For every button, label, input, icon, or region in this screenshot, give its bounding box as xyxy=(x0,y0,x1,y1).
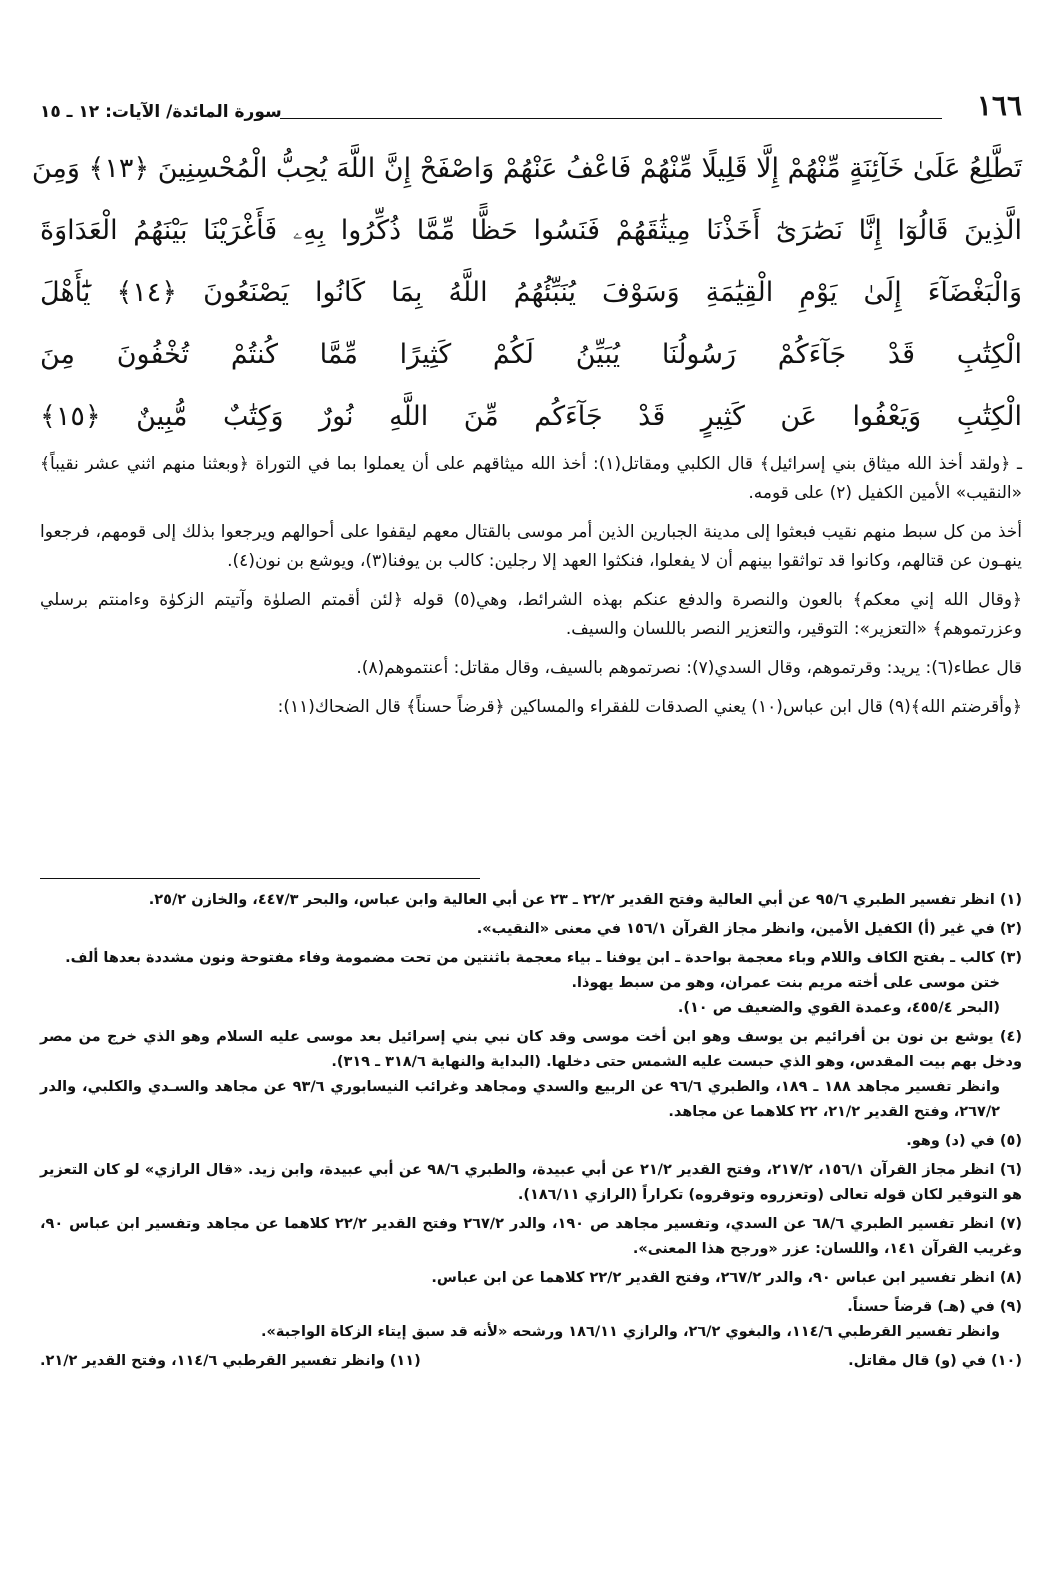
footnote: (١١) وانظر تفسير القرطبي ١١٤/٦، وفتح القدير ٢١/٢. xyxy=(40,1353,421,1369)
footnote xyxy=(40,1025,1022,1125)
footnote-continuation: (البحر ٤٥٥/٤، وعمدة القوي والضعيف ص ١٠). xyxy=(677,1000,1000,1016)
footnote-continuation: وانظر تفسير القرطبي ١١٤/٦، والبغوي ٢٦/٢، والرازي ١٨٦/١١ ورشحه «لأنه قد سبق إيتاء الزكاة الواجبة». xyxy=(260,1324,1000,1340)
page-number: ١٦٦ xyxy=(976,89,1022,122)
footnote: (٢) في غير (أ) الكفيل الأمين، وانظر مجاز القرآن ١٥٦/١ في معنى «النقيب». xyxy=(476,921,1022,937)
quran-verses xyxy=(31,138,1022,448)
footnote: (٧) انظر تفسير الطبري ٦٨/٦ عن السدي، وتفسير مجاهد ص ١٩٠، والدر ٢٦٧/٢ وفتح القدير ٢٢/٢ كلاهما عن مجاهد وتفسير ابن عباس ٩٠، وغريب القرآن ١٤١، واللسان: عزر «ورجح هذا المعنى». xyxy=(40,1216,1022,1257)
footnote-text: (٩) في (هـ) قرضاً حسناً. xyxy=(847,1299,1022,1315)
commentary-paragraph: ﴿وأقرضتم الله﴾(٩) قال ابن عباس(١٠) يعني الصدقات للفقراء والمساكين ﴿قرضاً حسناً﴾ قال الضحاك(١١): xyxy=(277,697,1022,717)
footnote xyxy=(40,1295,1022,1345)
verse-line: الَّذِينَ قَالُوٓا إِنَّا نَصَٰرَىٰٓ أَخَذْنَا مِيثَٰقَهُمْ فَنَسُوا حَظًّا مِّمَّا ذُكِّرُوا بِهِۦ فَأَغْرَيْنَا بَيْنَهُمُ الْعَدَاوَةَ xyxy=(40,215,1022,246)
footnote: (٨) انظر تفسير ابن عباس ٩٠، والدر ٢٦٧/٢، وفتح القدير ٢٢/٢ كلاهما عن ابن عباس. xyxy=(431,1270,1022,1286)
footnote: (٥) في (د) وهو. xyxy=(906,1133,1022,1149)
commentary-paragraph: قال عطاء(٦): يريد: وقرتموهم، وقال السدي(٧): نصرتموهم بالسيف، وقال مقاتل: أعنتموهم(٨). xyxy=(356,658,1022,678)
footnote-continuation: ختن موسى على أخته مريم بنت عمران، وهو من سبط يهوذا. xyxy=(571,975,1000,991)
commentary-paragraph: أخذ من كل سبط منهم نقيب فبعثوا إلى مدينة الجبارين الذين أمر موسى بالقتال معهم ليقفوا على أحوالهم ويرجعوا بذلك إلى قومهم، فرجعوا ينهـون عن قتالهم، وكانوا قد تواثقوا بينهم أن لا يفعلوا، فنكثوا العهد إلا رجلين: كالب بن يوفنا(٣)، ويوشع بن نون(٤). xyxy=(40,522,1022,571)
commentary xyxy=(40,450,1022,732)
commentary-paragraph: ـ ﴿ولقد أخذ الله ميثاق بني إسرائيل﴾ قال الكلبي ومقاتل(١): أخذ الله ميثاقهم على أن يعملوا بما في التوراة ﴿وبعثنا منهم اثني عشر نقيباً﴾ «النقيب» الأمين الكفيل (٢) على قومه. xyxy=(40,454,1022,503)
verse-line: الْكِتَٰبِ وَيَعْفُوا عَن كَثِيرٍ قَدْ جَآءَكُم مِّنَ اللَّهِ نُورٌ وَكِتَٰبٌ مُّبِينٌ ﴿١٥﴾ xyxy=(40,401,1022,432)
footnotes xyxy=(40,888,1022,1374)
running-title: سورة المائدة/ الآيات: ١٢ ـ ١٥ xyxy=(40,102,282,122)
footnote: (٦) انظر مجاز القرآن ١٥٦/١، ٢١٧/٢، وفتح القدير ٢١/٢ عن أبي عبيدة، والطبري ٩٨/٦ عن أبي عبيدة، وابن زيد. «قال الرازي» لو كان التعزير هو التوقير لكان قوله تعالى (وتعزروه وتوقروه) تكراراً (الرازي ١٨٦/١١). xyxy=(40,1162,1022,1203)
verse-line: الْكِتَٰبِ قَدْ جَآءَكُمْ رَسُولُنَا يُبَيِّنُ لَكُمْ كَثِيرًا مِّمَّا كُنتُمْ تُخْفُونَ مِنَ xyxy=(40,339,1022,370)
footnote-text: (٤) يوشع بن نون بن أفرائيم بن يوسف وهو ابن أخت موسى وقد كان نبي بني إسرائيل بعد موسى عليه السلام وهو الذي خرج من مصر ودخل بهم بيت المقدس، وهو الذي حبست عليه الشمس حتى دخلها. (البداية والنهاية ٣١٨/٦ ـ ٣١٩). xyxy=(40,1029,1022,1070)
page-header xyxy=(40,88,1022,122)
header-rule xyxy=(280,118,942,119)
footnote-row xyxy=(40,1349,1022,1374)
footnote: (١) انظر تفسير الطبري ٩٥/٦ عن أبي العالية وفتح القدير ٢٢/٢ ـ ٢٣ عن أبي العالية وابن عباس، والبحر ٤٤٧/٣، والخازن ٢٥/٢. xyxy=(148,892,1022,908)
commentary-paragraph: ﴿وقال الله إني معكم﴾ بالعون والنصرة والدفع عنكم بهذه الشرائط، وهي(٥) قوله ﴿لئن أقمتم الصلوٰة وآتيتم الزكوٰة وءامنتم برسلي وعزرتموهم﴾ «التعزير»: التوقير، والتعزير النصر باللسان والسيف. xyxy=(40,590,1023,639)
verse-line: وَالْبَغْضَآءَ إِلَىٰ يَوْمِ الْقِيَٰمَةِ وَسَوْفَ يُنَبِّئُهُمُ اللَّهُ بِمَا كَانُوا يَصْنَعُونَ ﴿١٤﴾ يَٰٓأَهْلَ xyxy=(40,277,1022,308)
footnote-divider xyxy=(40,878,480,879)
footnote-continuation: وانظر تفسير مجاهد ١٨٨ ـ ١٨٩، والطبري ٩٦/٦ عن الربيع والسدي ومجاهد وغرائب النيسابوري ٩٣/٦ عن مجاهد والسـدي والكلبي، والدر ٢٦٧/٢، وفتح القدير ٢١/٢، ٢٢ كلاهما عن مجاهد. xyxy=(40,1079,1001,1120)
footnote: (١٠) في (و) قال مقاتل. xyxy=(848,1353,1022,1369)
verse-line: تَطَّلِعُ عَلَىٰ خَآئِنَةٍ مِّنْهُمْ إِلَّا قَلِيلًا مِّنْهُمْ فَاعْفُ عَنْهُمْ وَاصْفَحْ إِنَّ اللَّهَ يُحِبُّ الْمُحْسِنِينَ ﴿١٣﴾ وَمِنَ xyxy=(31,153,1022,184)
footnote-text: (٣) كالب ـ بفتح الكاف واللام وباء معجمة بواحدة ـ ابن يوفنا ـ بياء معجمة باثنتين من تحت مضمومة وفاء مفتوحة ونون مشددة بعدها ألف. xyxy=(65,950,1022,966)
footnote xyxy=(40,946,1022,1021)
